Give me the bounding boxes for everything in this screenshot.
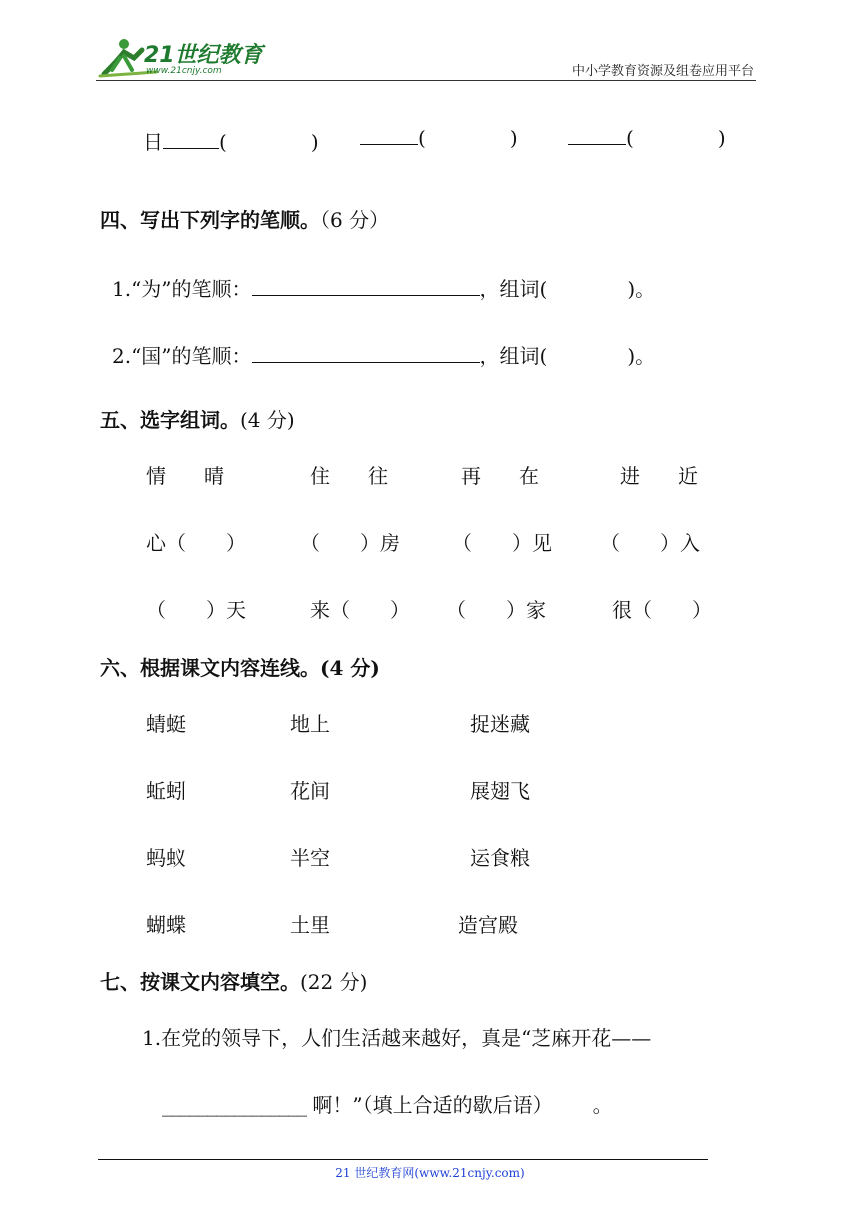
footer-divider (98, 1159, 708, 1160)
match-item-insect[interactable]: 蝴蝶 (146, 913, 186, 937)
match-item-action[interactable]: 造宫殿 (458, 913, 518, 937)
match-item-action[interactable]: 捉迷藏 (470, 712, 530, 736)
question-4-1 (112, 273, 655, 302)
paren-open: ( (418, 126, 426, 150)
fill-item[interactable]: 来（ ） (310, 598, 410, 622)
question-text: 。 (592, 1093, 613, 1117)
match-item-action[interactable]: 展翅飞 (470, 779, 530, 803)
paren-open: ( (219, 130, 227, 154)
question-4-2 (112, 340, 655, 369)
platform-name: 中小学教育资源及组卷应用平台 (571, 64, 754, 79)
section-score: （6 分） (320, 208, 390, 232)
question-7-1-line-1: 1.在党的领导下，人们生活越来越好，真是“芝麻开花—— (142, 1026, 652, 1050)
fill-item[interactable]: 心（ ） (146, 531, 246, 555)
paren-close: ) (717, 126, 726, 150)
blank-group-3 (568, 126, 726, 150)
char-pair: 情 晴 (146, 464, 224, 488)
section-title: 五、选字组词。 (100, 408, 240, 432)
ri-line (143, 126, 319, 155)
section-score: (4 分) (240, 408, 295, 432)
match-item-place[interactable]: 半空 (290, 846, 330, 870)
char-pair: 进 近 (620, 464, 698, 488)
section-4-heading (100, 204, 389, 233)
stroke-order-blank[interactable] (252, 344, 480, 363)
match-item-place[interactable]: 花间 (290, 779, 330, 803)
fill-blank[interactable] (163, 130, 219, 149)
question-text: ，组词( (479, 344, 548, 368)
char-pair: 住 往 (310, 464, 388, 488)
blank-group-2 (360, 126, 518, 150)
question-text: 2.“国”的笔顺： (112, 344, 252, 368)
match-item-insect[interactable]: 蚯蚓 (146, 779, 186, 803)
section-score: (22 分) (300, 970, 368, 994)
fill-item[interactable]: 很（ ） (612, 598, 712, 622)
fill-item[interactable]: （ ）见 (452, 531, 552, 555)
question-text: )。 (627, 277, 656, 301)
question-text: ，组词( (479, 277, 548, 301)
section-title: 四、写出下列字的笔顺。 (100, 208, 320, 232)
logo-url: www.21cnjy.com (146, 66, 222, 76)
section-title: 七、按课文内容填空。 (100, 970, 300, 994)
footer-link[interactable]: 21 世纪教育网(www.21cnjy.com) (335, 1166, 525, 1180)
match-item-place[interactable]: 土里 (290, 913, 330, 937)
fill-item[interactable]: （ ）天 (146, 598, 246, 622)
question-text: 1.“为”的笔顺： (112, 277, 252, 301)
match-item-place[interactable]: 地上 (290, 712, 330, 736)
ri-char: 日 (143, 130, 163, 154)
fill-item[interactable]: （ ）家 (446, 598, 546, 622)
fill-item[interactable]: （ ）房 (300, 531, 400, 555)
fill-blank[interactable] (360, 126, 418, 145)
question-text: )。 (627, 344, 656, 368)
header-divider (96, 80, 756, 81)
section-7-heading (100, 966, 367, 995)
paren-close: ) (310, 130, 319, 154)
stroke-order-blank[interactable] (252, 277, 480, 296)
question-text: 啊！”（填上合适的歇后语） (306, 1093, 553, 1117)
logo-text: 21世纪教育 (144, 43, 263, 68)
site-logo (96, 36, 266, 80)
fill-item[interactable]: （ ）入 (600, 531, 700, 555)
section-6-heading (100, 652, 380, 681)
section-5-heading (100, 404, 295, 433)
fill-blank[interactable] (568, 126, 626, 145)
idiom-blank[interactable]: ________________ (162, 1093, 306, 1117)
match-item-insect[interactable]: 蚂蚁 (146, 846, 186, 870)
section-score: (4 分) (320, 656, 380, 680)
match-item-action[interactable]: 运食粮 (470, 846, 530, 870)
char-pair: 再 在 (461, 464, 539, 488)
match-item-insect[interactable]: 蜻蜓 (146, 712, 186, 736)
paren-close: ) (509, 126, 518, 150)
section-title: 六、根据课文内容连线。 (100, 656, 320, 680)
question-7-1-line-2 (162, 1089, 613, 1118)
paren-open: ( (626, 126, 634, 150)
